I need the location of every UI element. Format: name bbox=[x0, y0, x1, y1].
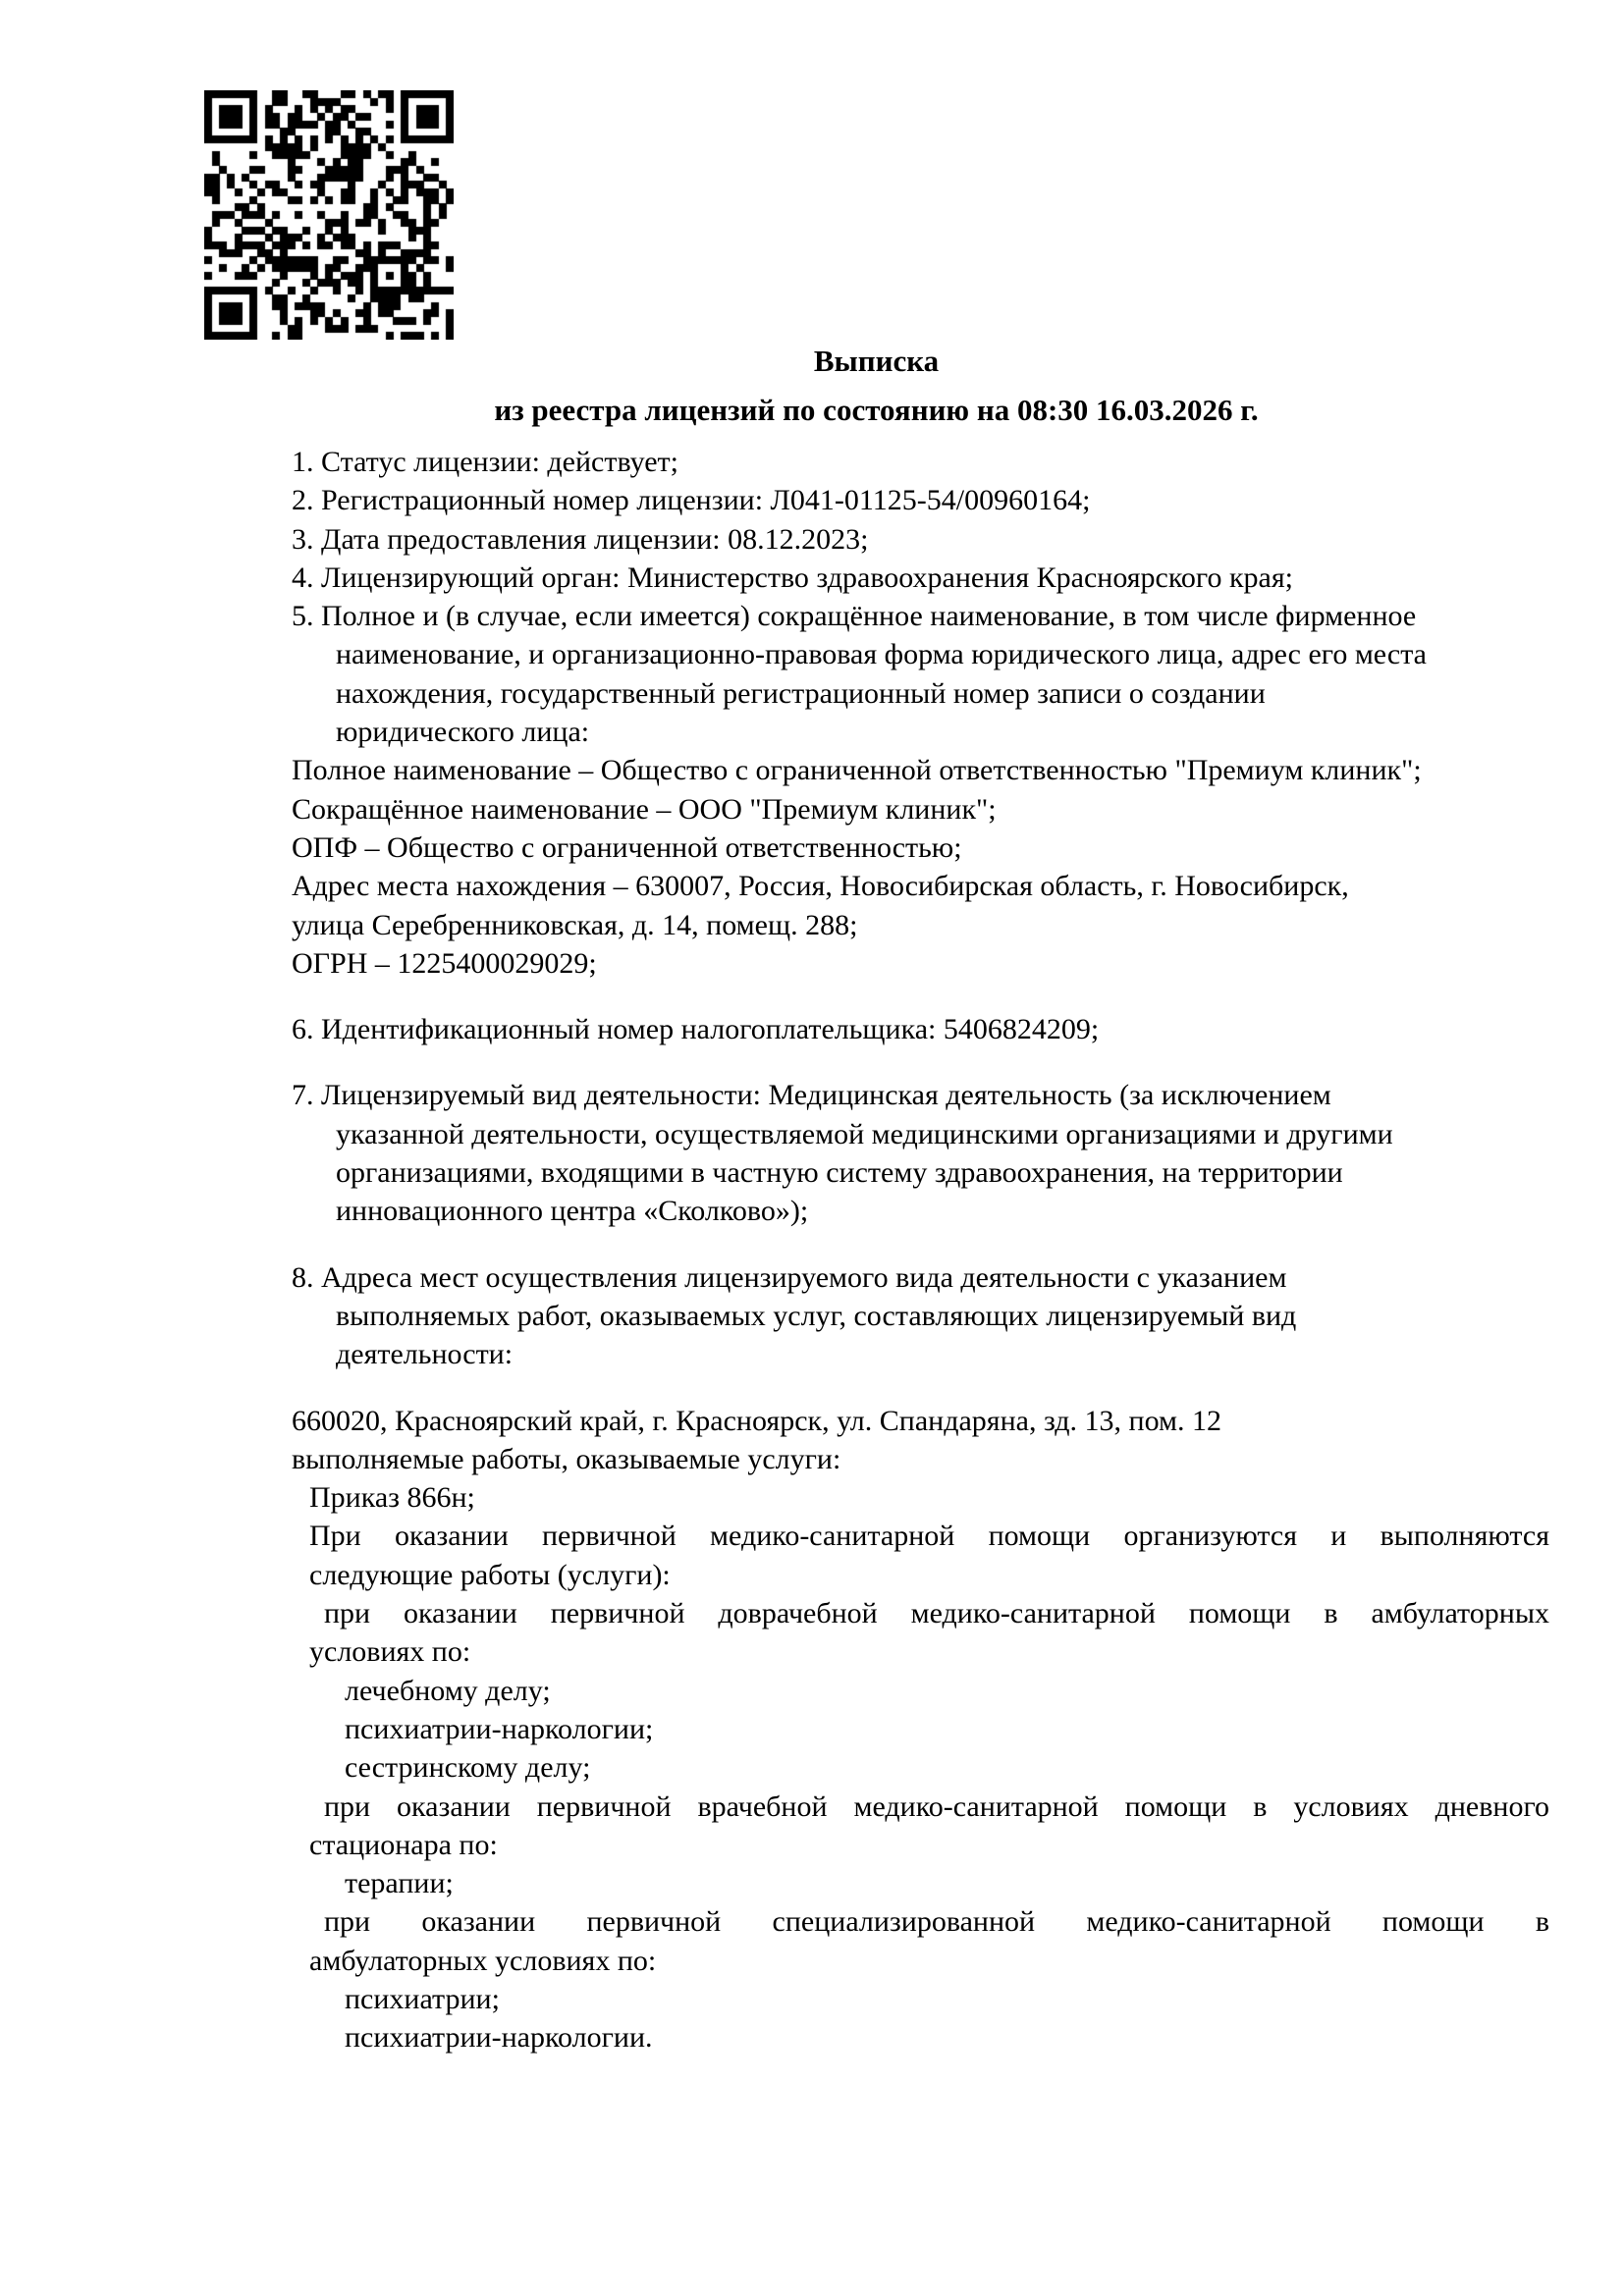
text-line: Адрес места нахождения – 630007, Россия, Новосибирская область, г. Новосибирск, bbox=[292, 870, 1349, 903]
text-line: 4. Лицензирующий орган: Министерство здравоохранения Красноярского края; bbox=[292, 561, 1293, 594]
document-title: Выписка bbox=[813, 344, 940, 378]
text-line: деятельности: bbox=[336, 1338, 514, 1371]
text-line: 660020, Красноярский край, г. Красноярск, ул. Спандаряна, зд. 13, пом. 12 bbox=[292, 1404, 1221, 1437]
blank-line bbox=[292, 983, 1549, 1010]
document-body bbox=[292, 443, 1549, 2057]
text-line: психиатрии-наркологии; bbox=[345, 1712, 654, 1745]
text-line: организациями, входящими в частную систему здравоохранения, на территории bbox=[336, 1156, 1343, 1190]
text-line: 5. Полное и (в случае, если имеется) сокращённое наименование, в том числе фирменное bbox=[292, 600, 1417, 633]
text-line: следующие работы (услуги): bbox=[309, 1558, 671, 1591]
text-line: 3. Дата предоставления лицензии: 08.12.2023; bbox=[292, 522, 869, 556]
text-line: указанной деятельности, осуществляемой медицинскими организациями и другими bbox=[336, 1117, 1393, 1150]
text-line: 8. Адреса мест осуществления лицензируемого вида деятельности с указанием bbox=[292, 1260, 1287, 1294]
text-line: Приказ 866н; bbox=[309, 1481, 475, 1515]
text-line: стационара по: bbox=[309, 1828, 498, 1861]
text-line: выполняемые работы, оказываемые услуги: bbox=[292, 1442, 841, 1475]
text-line: психиатрии; bbox=[345, 1982, 500, 2015]
text-line: лечебному делу; bbox=[345, 1674, 551, 1707]
text-line: амбулаторных условиях по: bbox=[309, 1944, 657, 1977]
text-line: 7. Лицензируемый вид деятельности: Медицинская деятельность (за исключением bbox=[292, 1079, 1331, 1112]
text-line: Сокращённое наименование – ООО "Премиум клиник"; bbox=[292, 792, 997, 826]
blank-line bbox=[292, 1374, 1549, 1402]
text-line: ОПФ – Общество с ограниченной ответственностью; bbox=[292, 830, 962, 864]
text-line: Полное наименование – Общество с ограниченной ответственностью "Премиум клиник"; bbox=[292, 754, 1422, 787]
text-line: 1. Статус лицензии: действует; bbox=[292, 446, 678, 478]
text-line: наименование, и организационно-правовая форма юридического лица, адрес его места bbox=[336, 638, 1427, 671]
text-line: психиатрии-наркологии. bbox=[345, 2021, 653, 2055]
text-line: нахождения, государственный регистрационный номер записи о создании bbox=[336, 676, 1266, 710]
qr-code bbox=[204, 90, 454, 340]
blank-line bbox=[292, 1231, 1549, 1258]
text-line: 2. Регистрационный номер лицензии: Л041-01125-54/00960164; bbox=[292, 484, 1091, 517]
text-line: условиях по: bbox=[309, 1635, 471, 1669]
text-line: при оказании первичной специализированной медико-санитарной помощи в bbox=[324, 1905, 1549, 1939]
text-line: юридического лица: bbox=[336, 716, 590, 749]
document-subtitle: из реестра лицензий по состоянию на 08:30 16.03.2026 г. bbox=[494, 393, 1259, 427]
text-line: при оказании первичной доврачебной медико-санитарной помощи в амбулаторных bbox=[324, 1597, 1549, 1630]
blank-line bbox=[292, 1048, 1549, 1076]
text-line: 6. Идентификационный номер налогоплательщика: 5406824209; bbox=[292, 1013, 1100, 1046]
document-content bbox=[292, 337, 1549, 2057]
text-line: улица Серебренниковская, д. 14, помещ. 288; bbox=[292, 908, 858, 941]
text-line: При оказании первичной медико-санитарной помощи организуются и выполняются bbox=[309, 1520, 1549, 1553]
text-line: терапии; bbox=[345, 1867, 454, 1900]
text-line: выполняемых работ, оказываемых услуг, составляющих лицензируемый вид bbox=[336, 1299, 1297, 1332]
text-line: инновационного центра «Сколково»); bbox=[336, 1195, 809, 1228]
text-line: сестринскому делу; bbox=[345, 1751, 591, 1785]
text-line: ОГРН – 1225400029029; bbox=[292, 946, 597, 980]
text-line: при оказании первичной врачебной медико-санитарной помощи в условиях дневного bbox=[324, 1789, 1549, 1823]
